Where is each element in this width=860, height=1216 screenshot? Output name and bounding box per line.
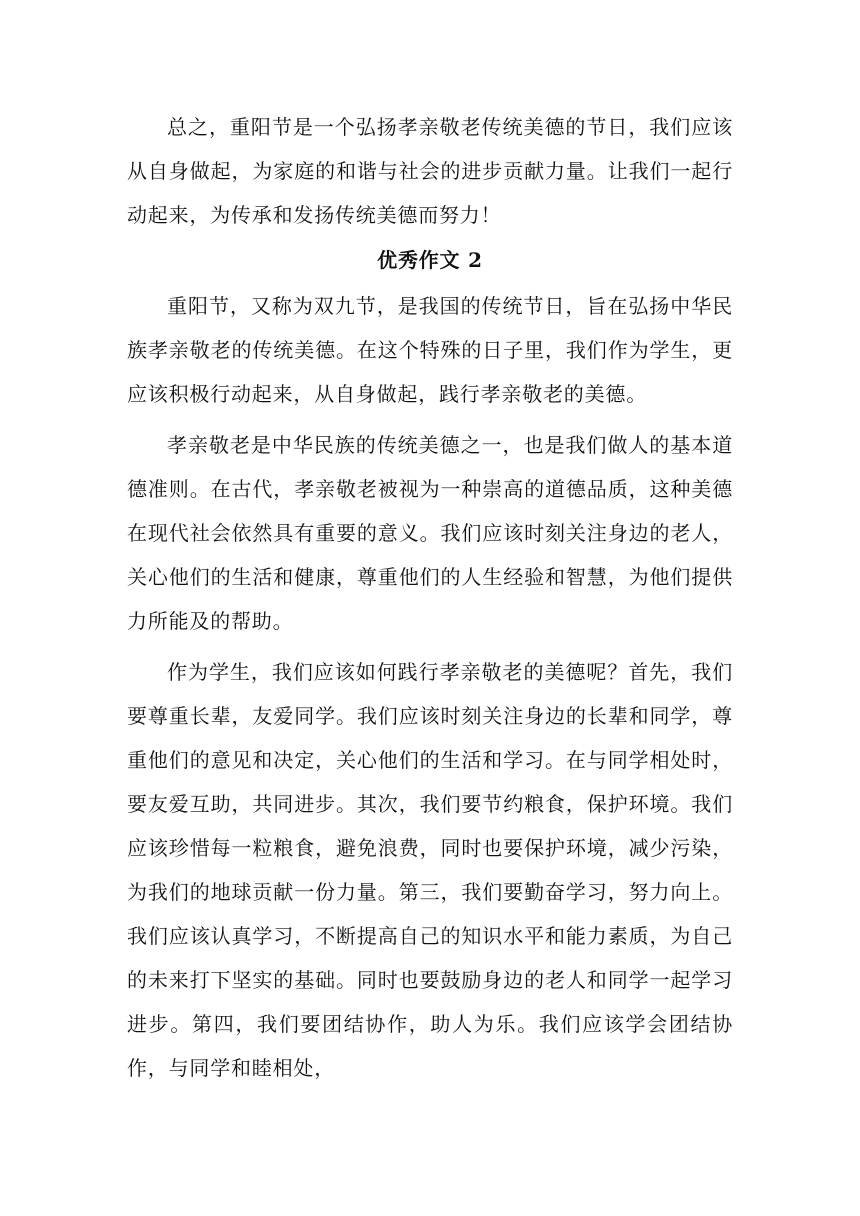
- document-body: [127, 105, 733, 1090]
- essay-heading: 优秀作文 2: [377, 248, 483, 272]
- paragraph-conclusion: 总之，重阳节是一个弘扬孝亲敬老传统美德的节日，我们应该从自身做起，为家庭的和谐与社会的进步贡献力量。让我们一起行动起来，为传承和发扬传统美德而努力！: [127, 115, 733, 227]
- paragraph-student-practice: 作为学生，我们应该如何践行孝亲敬老的美德呢？首先，我们要尊重长辈，友爱同学。我们应该时刻关注身边的长辈和同学，尊重他们的意见和决定，关心他们的生活和学习。在与同学相处时，要友爱互助，共同进步。其次，我们要节约粮食，保护环境。我们应该珍惜每一粒粮食，避免浪费，同时也要保护环境，减少污染，为我们的地球贡献一份力量。第三，我们要勤奋学习，努力向上。我们应该认真学习，不断提高自己的知识水平和能力素质，为自己的未来打下坚实的基础。同时也要鼓励身边的老人和同学一起学习进步。第四，我们要团结协作，助人为乐。我们应该学会团结协作，与同学和睦相处，: [127, 660, 733, 1080]
- paragraph-virtue: 孝亲敬老是中华民族的传统美德之一，也是我们做人的基本道德准则。在古代，孝亲敬老被视为一种崇高的道德品质，这种美德在现代社会依然具有重要的意义。我们应该时刻关注身边的老人，关心他们的生活和健康，尊重他们的人生经验和智慧，为他们提供力所能及的帮助。: [127, 433, 733, 633]
- paragraph-intro: 重阳节，又称为双九节，是我国的传统节日，旨在弘扬中华民族孝亲敬老的传统美德。在这个特殊的日子里，我们作为学生，更应该积极行动起来，从自身做起，践行孝亲敬老的美德。: [127, 294, 733, 406]
